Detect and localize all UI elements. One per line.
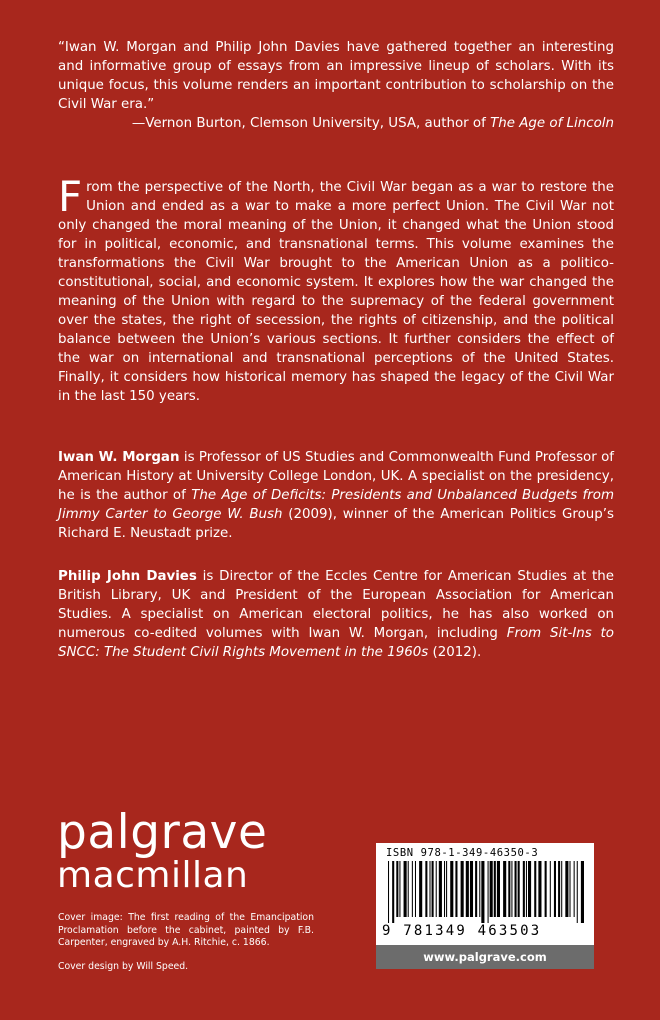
barcode-bar: [470, 861, 473, 917]
publisher-url[interactable]: www.palgrave.com: [376, 945, 594, 969]
cover-design-credit: Cover design by Will Speed.: [58, 961, 189, 972]
author-name: Iwan W. Morgan: [58, 450, 180, 465]
barcode-bar: [436, 861, 437, 917]
barcode-bar: [396, 861, 398, 917]
barcode-bar: [577, 861, 578, 923]
barcode-bar: [429, 861, 430, 917]
logo-line-palgrave: palgrave: [57, 805, 268, 860]
barcode-bar: [528, 861, 531, 917]
barcode-bar: [419, 861, 422, 917]
barcode-bar: [481, 861, 484, 923]
cover-image-credit: Cover image: The first reading of the Emancipation Proclamation before the cabinet, painted by F.B. Carpenter, engraved by A.H. Ritchie, c. 1866.: [58, 912, 314, 948]
barcode-bar: [494, 861, 496, 917]
barcode-bar: [488, 861, 489, 923]
barcode-bar: [511, 861, 512, 917]
barcode-digits: 9 781349 463503: [382, 923, 542, 939]
barcode-bar: [503, 861, 506, 917]
barcode-bar: [461, 861, 464, 917]
barcode-bar: [432, 861, 434, 917]
barcode-bar: [565, 861, 568, 917]
barcode-bar: [534, 861, 536, 917]
attribution-text: —Vernon Burton, Clemson University, USA, author of: [131, 116, 491, 131]
author-bio-morgan: [58, 448, 614, 543]
barcode-bar: [554, 861, 556, 917]
barcode-bar: [490, 861, 493, 917]
author-bio-davies: [58, 567, 614, 662]
barcode-bar: [497, 861, 500, 917]
barcode-bar: [538, 861, 541, 917]
bio-text: (2009), winner of the American Politics Group’s Richard E. Neustadt prize.: [58, 507, 614, 541]
barcode-bar: [475, 861, 477, 917]
barcode-bar: [569, 861, 570, 917]
barcode-bar: [561, 861, 562, 917]
barcode-bar: [558, 861, 560, 917]
barcode-bar: [545, 861, 547, 917]
barcode-bar: [399, 861, 400, 917]
barcode-bar: [404, 861, 407, 917]
barcode-bar: [446, 861, 447, 917]
barcode-bar: [392, 861, 394, 923]
book-description: [58, 172, 614, 406]
barcode-bar: [425, 861, 427, 917]
publisher-logo: [57, 805, 268, 896]
bio-book-title: The Age of Deficits: Presidents and Unbalanced Budgets from Jimmy Carter to George W. Bush: [58, 488, 615, 522]
barcode-bar: [415, 861, 416, 917]
barcode-bar: [408, 861, 409, 917]
bio-text: is Director of the Eccles Centre for American Studies at the British Library, UK and President of the European Association for American Studies. A specialist on American electoral politics, he has also worked on numerous co-edited volumes with Iwan W. Morgan, including: [58, 569, 615, 641]
barcode-bar: [518, 861, 520, 917]
barcode-bar: [581, 861, 584, 923]
barcode-bar: [455, 861, 457, 917]
barcode-bar: [526, 861, 527, 917]
barcode-bar: [515, 861, 517, 917]
quote-attribution: [58, 114, 614, 133]
barcode-bar: [439, 861, 442, 917]
author-name: Philip John Davies: [58, 569, 197, 584]
quote-text: “Iwan W. Morgan and Philip John Davies have gathered together an interesting and informative group of essays from an impressive lineup of scholars. With its unique focus, this volume renders an important contribution to scholarship on the Civil War era.”: [58, 40, 614, 112]
logo-line-macmillan: macmillan: [57, 855, 249, 896]
drop-cap: F: [58, 172, 83, 221]
barcode-bar: [574, 861, 575, 917]
barcode-bar: [412, 861, 413, 917]
barcode-bar: [550, 861, 551, 917]
barcode-bar: [479, 861, 480, 917]
barcode-bar: [450, 861, 453, 917]
bio-text: (2012).: [428, 645, 482, 660]
barcode-bar: [523, 861, 525, 917]
attribution-book-title: The Age of Lincoln: [490, 116, 614, 131]
bio-book-title: From Sit-Ins to SNCC: The Student Civil Rights Movement in the 1960s: [58, 626, 614, 660]
isbn-barcode: [376, 843, 594, 945]
description-text: rom the perspective of the North, the Civil War began as a war to restore the Union and ended as a war to make a more perfect Union. The Civil War not only changed the moral meaning of the Union, it changed what the Union stood for in political, economic, and transnational terms. This volume examines the transformations the Civil War brought to the American Union as a politico-constitutional, social, and economic system. It explores how the war changed the meaning of the Union with regard to the supremacy of the federal government over the states, the right of secession, the rights of citizenship, and the political balance between the Union’s various sections. It further considers the effect of the war on international and transnational perceptions of the United States. Finally, it considers how historical memory has shaped the legacy of the Civil War in the last 150 years.: [58, 180, 614, 404]
barcode-bar: [388, 861, 389, 923]
bio-text: is Professor of US Studies and Commonwealth Fund Professor of American History at University College London, UK. A specialist on the presidency, he is the author of: [58, 450, 615, 503]
barcode-bar: [466, 861, 469, 917]
barcode-bar: [508, 861, 510, 917]
isbn-label: ISBN 978-1-349-46350-3: [386, 847, 539, 859]
barcode-bars: [384, 861, 588, 923]
endorsement-quote: [58, 38, 614, 133]
barcode-bar: [444, 861, 445, 917]
